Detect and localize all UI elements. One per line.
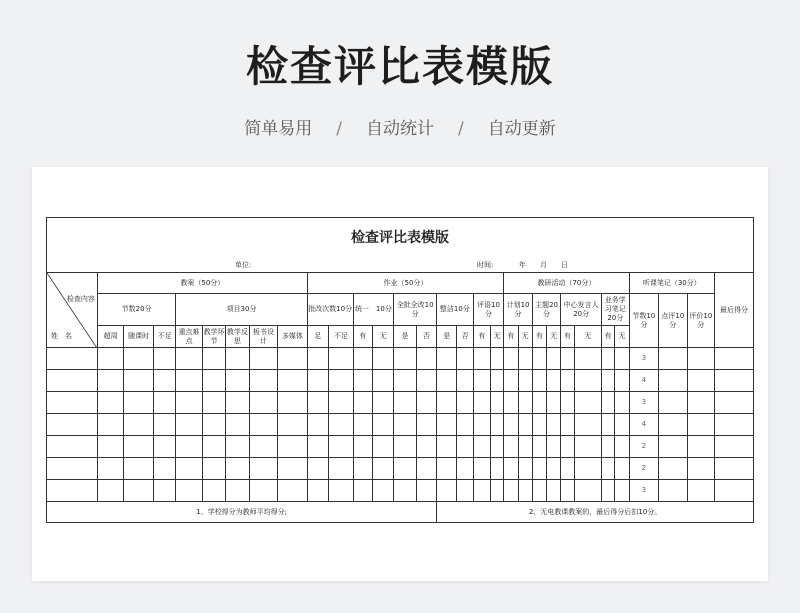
data-rows [47, 348, 754, 502]
table-cell [561, 414, 574, 436]
sub-zhengjie: 整洁10分 [437, 294, 474, 326]
table-cell [153, 480, 175, 502]
table-cell [457, 414, 473, 436]
table-cell [97, 392, 123, 414]
time-label: 时间: [477, 261, 494, 269]
table-row [47, 458, 754, 480]
group-final-score: 最后得分 [715, 273, 754, 348]
table-cell [372, 480, 393, 502]
table-cell [473, 458, 490, 480]
table-cell [473, 414, 490, 436]
table-cell [329, 348, 353, 370]
table-cell [532, 458, 546, 480]
page-title: 检查评比表模版 [245, 42, 554, 91]
table-cell [547, 414, 561, 436]
table-cell [97, 480, 123, 502]
sub-tongyi: 统一 10分 [353, 294, 394, 326]
table-cell [202, 392, 225, 414]
table-cell [574, 348, 601, 370]
table-cell [687, 436, 714, 458]
leaf-huanjie: 教学环节 [202, 326, 225, 348]
table-cell [226, 458, 249, 480]
leaf-banshu: 板书设计 [249, 326, 278, 348]
table-cell [372, 414, 393, 436]
sub-tk-jieshu: 节数10分 [629, 294, 659, 348]
form-title: 检查评比表模版 [46, 217, 754, 252]
table-cell [532, 480, 546, 502]
table-cell [532, 370, 546, 392]
table-cell [124, 458, 154, 480]
name-cell [47, 348, 98, 370]
table-cell [278, 458, 308, 480]
table-cell [561, 348, 574, 370]
table-cell [574, 370, 601, 392]
table-cell [97, 348, 123, 370]
table-cell [715, 348, 754, 370]
table-cell [561, 458, 574, 480]
table-cell [353, 414, 372, 436]
score-cell: 3 [629, 480, 659, 502]
tag-auto-update: 自动更新 [487, 119, 556, 139]
table-cell [153, 458, 175, 480]
table-cell [437, 392, 457, 414]
table-cell [202, 414, 225, 436]
table-cell [372, 392, 393, 414]
table-cell [490, 436, 503, 458]
leaf-you: 有 [561, 326, 574, 348]
table-cell [416, 348, 436, 370]
table-cell [176, 392, 202, 414]
table-cell [659, 414, 688, 436]
group-jiaoan: 教案（50分） [97, 273, 307, 294]
day-label: 日 [561, 261, 568, 269]
table-cell [687, 458, 714, 480]
table-cell [615, 370, 629, 392]
table-cell [437, 348, 457, 370]
score-cell: 3 [629, 348, 659, 370]
sub-tk-pingjia: 评价10分 [687, 294, 714, 348]
table-cell [307, 436, 328, 458]
table-cell [176, 370, 202, 392]
tag-auto-stats: 自动统计 [366, 119, 434, 139]
table-cell [307, 480, 328, 502]
table-cell [153, 370, 175, 392]
leaf-buzu: 不足 [329, 326, 353, 348]
table-cell [437, 436, 457, 458]
table-cell [226, 348, 249, 370]
table-cell [249, 458, 278, 480]
table-row [47, 436, 754, 458]
table-cell [504, 414, 518, 436]
table-cell [226, 480, 249, 502]
table-cell [615, 458, 629, 480]
leaf-chaozhou: 超周 [97, 326, 123, 348]
table-cell [329, 414, 353, 436]
table-cell [307, 370, 328, 392]
leaf-shi: 是 [394, 326, 416, 348]
leaf-wu: 无 [615, 326, 629, 348]
table-cell [457, 370, 473, 392]
table-cell [504, 370, 518, 392]
table-cell [249, 480, 278, 502]
table-cell [416, 458, 436, 480]
table-cell [687, 370, 714, 392]
table-cell [437, 414, 457, 436]
table-cell [659, 370, 688, 392]
table-cell [547, 392, 561, 414]
table-cell [602, 458, 615, 480]
name-cell [47, 436, 98, 458]
table-cell [547, 480, 561, 502]
table-cell [329, 458, 353, 480]
spreadsheet-preview [32, 167, 768, 581]
table-cell [602, 480, 615, 502]
corner-bottom-label: 姓 名 [51, 332, 72, 341]
table-cell [602, 370, 615, 392]
leaf-you: 有 [353, 326, 372, 348]
table-row [47, 370, 754, 392]
leaf-fou: 否 [416, 326, 436, 348]
table-cell [176, 480, 202, 502]
table-cell [437, 458, 457, 480]
table-cell [394, 414, 416, 436]
table-cell [249, 370, 278, 392]
table-cell [659, 436, 688, 458]
table-cell [457, 480, 473, 502]
table-cell [457, 436, 473, 458]
table-cell [176, 348, 202, 370]
table-cell [615, 480, 629, 502]
table-cell [394, 370, 416, 392]
feature-tags [0, 114, 800, 139]
table-cell [473, 392, 490, 414]
table-cell [490, 392, 503, 414]
leaf-zu: 足 [307, 326, 328, 348]
table-cell [353, 348, 372, 370]
month-label: 月 [540, 261, 547, 269]
table-cell [504, 458, 518, 480]
table-cell [532, 436, 546, 458]
table-row [47, 414, 754, 436]
table-cell [615, 436, 629, 458]
sub-jieshu: 节数20分 [97, 294, 175, 326]
score-cell: 4 [629, 370, 659, 392]
leaf-you: 有 [473, 326, 490, 348]
table-cell [394, 480, 416, 502]
table-cell [574, 480, 601, 502]
corner-header [47, 273, 98, 348]
table-cell [278, 348, 308, 370]
table-cell [278, 480, 308, 502]
inspection-form [46, 217, 754, 531]
leaf-suike: 随课时 [124, 326, 154, 348]
table-cell [602, 348, 615, 370]
table-cell [329, 480, 353, 502]
score-cell: 4 [629, 414, 659, 436]
table-cell [518, 436, 532, 458]
table-cell [278, 436, 308, 458]
leaf-buzu: 不足 [153, 326, 175, 348]
leaf-wu: 无 [518, 326, 532, 348]
table-cell [574, 436, 601, 458]
table-cell [687, 480, 714, 502]
table-cell [226, 392, 249, 414]
table-cell [602, 436, 615, 458]
leaf-wu: 无 [490, 326, 503, 348]
table-cell [307, 392, 328, 414]
table-cell [715, 458, 754, 480]
name-cell [47, 458, 98, 480]
unit-label: 单位: [235, 261, 252, 269]
score-cell: 2 [629, 436, 659, 458]
table-cell [394, 458, 416, 480]
table-cell [504, 436, 518, 458]
table-cell [532, 414, 546, 436]
table-cell [249, 392, 278, 414]
table-cell [715, 370, 754, 392]
table-cell [437, 480, 457, 502]
table-cell [504, 348, 518, 370]
leaf-wu: 无 [574, 326, 601, 348]
tag-separator: / [336, 119, 342, 139]
group-tingke: 听课笔记（30分） [629, 273, 715, 294]
table-cell [329, 436, 353, 458]
table-cell [97, 370, 123, 392]
sub-jihua: 计划10分 [504, 294, 533, 326]
table-cell [153, 348, 175, 370]
table-cell [490, 414, 503, 436]
table-cell [416, 392, 436, 414]
table-cell [202, 348, 225, 370]
table-cell [715, 480, 754, 502]
table-cell [473, 480, 490, 502]
table-cell [574, 392, 601, 414]
tag-easy: 简单易用 [244, 119, 313, 139]
leaf-you: 有 [532, 326, 546, 348]
table-cell [353, 480, 372, 502]
note-1: 1、学校得分为教师平均得分; [47, 502, 437, 523]
info-row [46, 252, 754, 272]
leaf-zhongdian: 重点难点 [176, 326, 202, 348]
table-cell [473, 348, 490, 370]
table-cell [659, 458, 688, 480]
sub-pingyu: 评语10分 [473, 294, 504, 326]
sub-quanpi: 全批全改10分 [394, 294, 437, 326]
table-cell [561, 436, 574, 458]
table-cell [124, 480, 154, 502]
table-cell [226, 414, 249, 436]
table-cell [518, 348, 532, 370]
table-cell [490, 458, 503, 480]
table-cell [615, 414, 629, 436]
table-cell [394, 392, 416, 414]
note-2: 2、无电教课教案的，最后得分后扣10分。 [437, 502, 754, 523]
table-cell [329, 370, 353, 392]
table-cell [153, 414, 175, 436]
sub-zhongxin: 中心发言人20分 [561, 294, 602, 326]
table-cell [124, 392, 154, 414]
table-cell [602, 392, 615, 414]
table-row [47, 348, 754, 370]
table-cell [226, 370, 249, 392]
table-cell [307, 414, 328, 436]
table-cell [659, 348, 688, 370]
table-cell [518, 370, 532, 392]
table-cell [561, 392, 574, 414]
table-cell [307, 348, 328, 370]
sub-pigai: 批改次数10分 [307, 294, 353, 326]
table-cell [687, 414, 714, 436]
table-row [47, 392, 754, 414]
table-cell [202, 436, 225, 458]
leaf-duomeiti: 多媒体 [278, 326, 308, 348]
leaf-fou: 否 [457, 326, 473, 348]
score-cell: 2 [629, 458, 659, 480]
table-cell [202, 458, 225, 480]
table-cell [124, 436, 154, 458]
table-cell [561, 480, 574, 502]
table-cell [372, 370, 393, 392]
table-cell [329, 392, 353, 414]
table-cell [602, 414, 615, 436]
table-cell [124, 348, 154, 370]
table-cell [153, 392, 175, 414]
table-cell [561, 370, 574, 392]
table-cell [249, 414, 278, 436]
table-cell [659, 480, 688, 502]
sub-zhuti: 主题20分 [532, 294, 561, 326]
tag-separator: / [458, 119, 464, 139]
table-cell [153, 436, 175, 458]
table-cell [278, 392, 308, 414]
table-cell [97, 436, 123, 458]
table-cell [437, 370, 457, 392]
table-cell [372, 436, 393, 458]
table-cell [226, 436, 249, 458]
table-cell [687, 348, 714, 370]
leaf-wu: 无 [547, 326, 561, 348]
table-cell [490, 370, 503, 392]
table-cell [547, 348, 561, 370]
table-cell [307, 458, 328, 480]
name-cell [47, 392, 98, 414]
group-zuoye: 作业（50分） [307, 273, 504, 294]
sub-tk-dianping: 点评10分 [659, 294, 688, 348]
table-cell [687, 392, 714, 414]
table-cell [394, 348, 416, 370]
score-table [46, 272, 754, 523]
table-cell [715, 436, 754, 458]
table-cell [504, 392, 518, 414]
name-cell [47, 480, 98, 502]
table-cell [97, 458, 123, 480]
table-cell [518, 392, 532, 414]
table-cell [518, 414, 532, 436]
table-cell [518, 480, 532, 502]
table-cell [416, 414, 436, 436]
table-cell [659, 392, 688, 414]
table-cell [457, 392, 473, 414]
table-cell [372, 458, 393, 480]
table-cell [176, 458, 202, 480]
table-cell [394, 436, 416, 458]
table-cell [249, 348, 278, 370]
name-cell [47, 370, 98, 392]
table-cell [202, 480, 225, 502]
score-cell: 3 [629, 392, 659, 414]
table-cell [547, 436, 561, 458]
leaf-fansi: 教学反思 [226, 326, 249, 348]
table-cell [278, 414, 308, 436]
corner-top-label: 检查内容 [66, 295, 95, 303]
leaf-shi: 是 [437, 326, 457, 348]
table-cell [124, 414, 154, 436]
table-cell [532, 348, 546, 370]
table-cell [353, 436, 372, 458]
table-cell [176, 414, 202, 436]
leaf-you: 有 [504, 326, 518, 348]
table-cell [353, 392, 372, 414]
year-label: 年 [519, 261, 526, 269]
table-cell [615, 348, 629, 370]
table-cell [504, 480, 518, 502]
name-cell [47, 414, 98, 436]
table-cell [574, 414, 601, 436]
table-cell [547, 458, 561, 480]
table-row [47, 480, 754, 502]
leaf-wu: 无 [372, 326, 393, 348]
table-cell [457, 458, 473, 480]
table-cell [547, 370, 561, 392]
table-cell [416, 480, 436, 502]
table-cell [473, 436, 490, 458]
table-cell [473, 370, 490, 392]
table-cell [416, 436, 436, 458]
group-jiaoyan: 教研活动（70分） [504, 273, 629, 294]
table-cell [176, 436, 202, 458]
table-cell [97, 414, 123, 436]
table-cell [416, 370, 436, 392]
table-cell [715, 414, 754, 436]
table-cell [202, 370, 225, 392]
table-cell [249, 436, 278, 458]
table-cell [715, 392, 754, 414]
table-cell [278, 370, 308, 392]
table-cell [372, 348, 393, 370]
table-cell [490, 480, 503, 502]
table-cell [124, 370, 154, 392]
table-cell [353, 370, 372, 392]
sub-xiangmu: 项目30分 [176, 294, 307, 326]
table-cell [532, 392, 546, 414]
leaf-you: 有 [602, 326, 615, 348]
table-cell [353, 458, 372, 480]
table-cell [574, 458, 601, 480]
sub-yewu: 业务学习笔记20分 [602, 294, 630, 326]
table-cell [615, 392, 629, 414]
table-cell [457, 348, 473, 370]
table-cell [490, 348, 503, 370]
table-cell [518, 458, 532, 480]
